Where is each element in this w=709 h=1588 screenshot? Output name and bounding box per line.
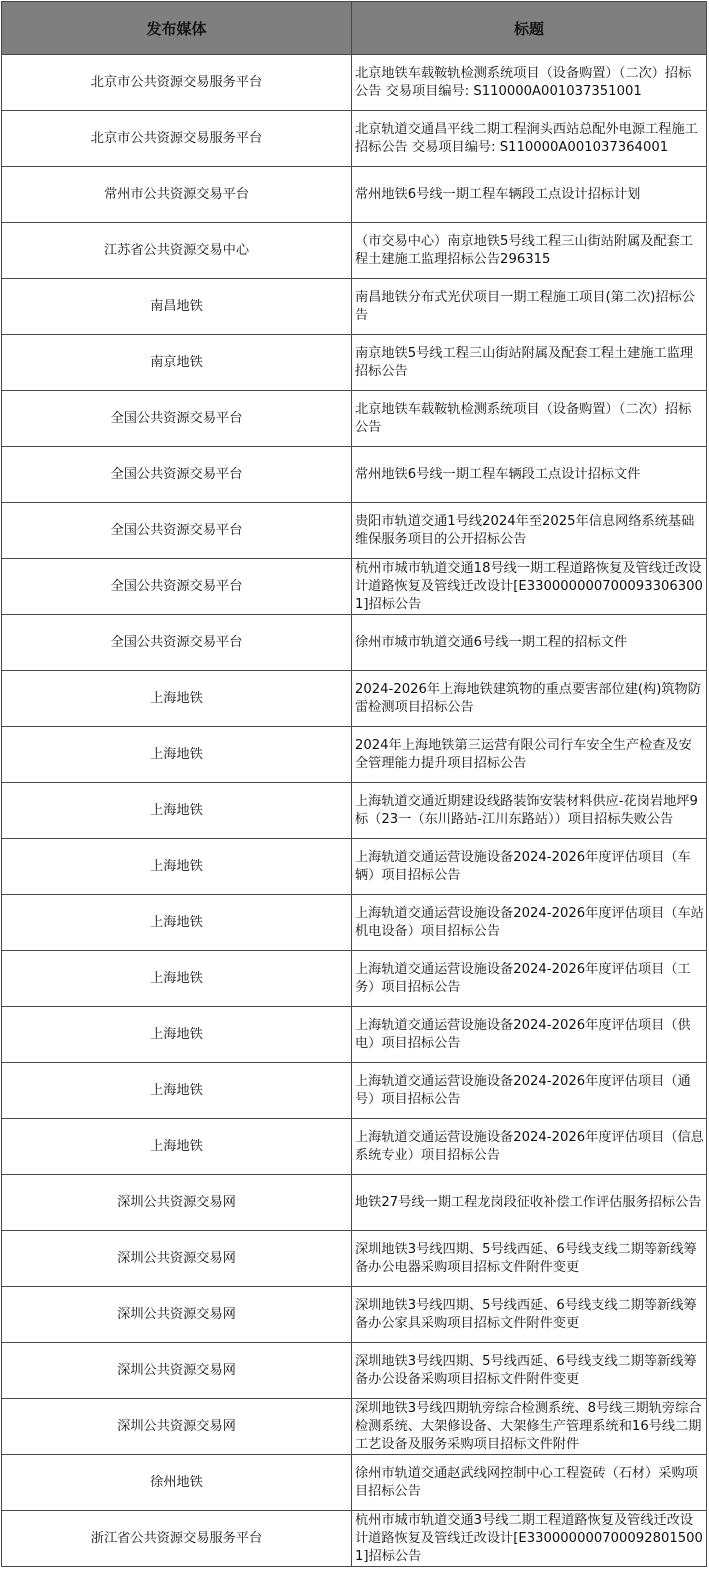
table-row: [2, 1399, 707, 1455]
tender-title-text: 深圳地铁3号线四期、5号线西延、6号线支线二期等新线筹备办公家具采购项目招标文件附件变更: [355, 1297, 697, 1331]
table-row: [2, 1175, 707, 1231]
table-row: [2, 783, 707, 839]
publish-media-cell: 上海地铁: [2, 783, 352, 839]
publish-media-cell: 全国公共资源交易平台: [2, 503, 352, 559]
tender-title-text: 徐州市轨道交通赵武线网控制中心工程瓷砖（石材）采购项目招标公告: [355, 1465, 698, 1499]
tender-title-cell: [352, 1399, 707, 1455]
table-row: [2, 1007, 707, 1063]
tender-title-text: 上海轨道交通近期建设线路装饰安装材料供应-花岗岩地坪9标（23一（东川路站-江川东路站））项目招标失败公告: [355, 793, 698, 827]
tender-title-text: 上海轨道交通运营设施设备2024-2026年度评估项目（供电）项目招标公告: [355, 1017, 691, 1051]
publish-media-cell: 上海地铁: [2, 727, 352, 783]
publish-media-cell: 深圳公共资源交易网: [2, 1343, 352, 1399]
publish-media-cell: 深圳公共资源交易网: [2, 1231, 352, 1287]
tender-title-cell: [352, 1455, 707, 1511]
tender-title-cell: [352, 783, 707, 839]
table-header-row: [2, 2, 707, 55]
publish-media-cell: 北京市公共资源交易服务平台: [2, 55, 352, 111]
tender-title-text: 上海轨道交通运营设施设备2024-2026年度评估项目（信息系统专业）项目招标公告: [355, 1129, 704, 1163]
table-row: [2, 111, 707, 167]
publish-media-cell: 上海地铁: [2, 1007, 352, 1063]
tender-table: [1, 1, 707, 1567]
publish-media-cell: 上海地铁: [2, 1063, 352, 1119]
publish-media-cell: 常州市公共资源交易平台: [2, 167, 352, 223]
tender-title-text: 常州地铁6号线一期工程车辆段工点设计招标计划: [355, 186, 641, 202]
publish-media-cell: 徐州地铁: [2, 1455, 352, 1511]
table-row: [2, 391, 707, 447]
publish-media-cell: 深圳公共资源交易网: [2, 1287, 352, 1343]
column-header-media: 发布媒体: [2, 2, 352, 55]
publish-media-cell: 上海地铁: [2, 951, 352, 1007]
tender-title-cell: [352, 1511, 707, 1567]
table-row: [2, 1119, 707, 1175]
tender-title-cell: [352, 839, 707, 895]
tender-title-text: 上海轨道交通运营设施设备2024-2026年度评估项目（通号）项目招标公告: [355, 1073, 691, 1107]
tender-title-cell: [352, 503, 707, 559]
tender-title-text: 上海轨道交通运营设施设备2024-2026年度评估项目（工务）项目招标公告: [355, 961, 691, 995]
tender-title-text: 北京地铁车载鞍轨检测系统项目（设备购置）（二次）招标公告 交易项目编号: S110000A001037351001: [355, 65, 692, 99]
publish-media-cell: 全国公共资源交易平台: [2, 391, 352, 447]
tender-title-cell: [352, 335, 707, 391]
tender-title-cell: [352, 111, 707, 167]
publish-media-cell: 上海地铁: [2, 895, 352, 951]
tender-title-text: 北京轨道交通昌平线二期工程涧头西站总配外电源工程施工招标公告 交易项目编号: S110000A001037364001: [355, 121, 698, 155]
tender-title-text: 深圳地铁3号线四期、5号线西延、6号线支线二期等新线筹备办公电器采购项目招标文件附件变更: [355, 1241, 697, 1275]
publish-media-cell: 全国公共资源交易平台: [2, 447, 352, 503]
tender-title-text: 南昌地铁分布式光伏项目一期工程施工项目(第二次)招标公告: [355, 289, 695, 323]
tender-title-text: 深圳地铁3号线四期、5号线西延、6号线支线二期等新线筹备办公设备采购项目招标文件附件变更: [355, 1353, 697, 1387]
table-row: [2, 727, 707, 783]
tender-title-cell: [352, 1119, 707, 1175]
publish-media-cell: 上海地铁: [2, 671, 352, 727]
publish-media-cell: 深圳公共资源交易网: [2, 1175, 352, 1231]
tender-title-text: 北京地铁车载鞍轨检测系统项目（设备购置）（二次）招标公告: [355, 401, 692, 435]
tender-title-cell: [352, 279, 707, 335]
publish-media-cell: 上海地铁: [2, 1119, 352, 1175]
publish-media-cell: 深圳公共资源交易网: [2, 1399, 352, 1455]
tender-title-text: 2024年上海地铁第三运营有限公司行车安全生产检查及安全管理能力提升项目招标公告: [355, 737, 692, 771]
publish-media-cell: 浙江省公共资源交易服务平台: [2, 1511, 352, 1567]
table-row: [2, 1455, 707, 1511]
table-row: [2, 1063, 707, 1119]
table-row: [2, 1231, 707, 1287]
tender-title-cell: [352, 671, 707, 727]
tender-title-cell: [352, 1063, 707, 1119]
table-row: [2, 447, 707, 503]
table-row: [2, 1343, 707, 1399]
tender-title-text: 2024-2026年上海地铁建筑物的重点要害部位建(构)筑物防雷检测项目招标公告: [355, 681, 701, 715]
tender-title-cell: [352, 1343, 707, 1399]
table-row: [2, 951, 707, 1007]
publish-media-cell: 南京地铁: [2, 335, 352, 391]
tender-title-text: 深圳地铁3号线四期轨旁综合检测系统、8号线三期轨旁综合检测系统、大架修设备、大架修生产管理系统和16号线二期工艺设备及服务采购项目招标文件附件: [355, 1400, 702, 1452]
table-row: [2, 615, 707, 671]
publish-media-cell: 北京市公共资源交易服务平台: [2, 111, 352, 167]
table-row: [2, 671, 707, 727]
tender-title-text: 常州地铁6号线一期工程车辆段工点设计招标文件: [355, 466, 641, 482]
publish-media-cell: 南昌地铁: [2, 279, 352, 335]
table-row: [2, 839, 707, 895]
table-row: [2, 895, 707, 951]
publish-media-cell: 全国公共资源交易平台: [2, 615, 352, 671]
publish-media-cell: 全国公共资源交易平台: [2, 559, 352, 615]
tender-title-cell: [352, 1231, 707, 1287]
tender-title-cell: [352, 167, 707, 223]
table-row: [2, 559, 707, 615]
tender-title-cell: [352, 1007, 707, 1063]
tender-title-cell: [352, 55, 707, 111]
publish-media-cell: 上海地铁: [2, 839, 352, 895]
tender-title-text: 南京地铁5号线工程三山街站附属及配套工程土建施工监理招标公告: [355, 345, 694, 379]
tender-title-text: （市交易中心）南京地铁5号线工程三山街站附属及配套工程土建施工监理招标公告296315: [355, 233, 694, 267]
tender-title-text: 上海轨道交通运营设施设备2024-2026年度评估项目（车站机电设备）项目招标公告: [355, 905, 704, 939]
table-row: [2, 167, 707, 223]
tender-title-cell: [352, 1287, 707, 1343]
tender-title-cell: [352, 1175, 707, 1231]
tender-title-text: 杭州市城市轨道交通3号线二期工程道路恢复及管线迁改设计道路恢复及管线迁改设计[E3300000007000928015001]招标公告: [355, 1512, 703, 1564]
tender-title-text: 徐州市城市轨道交通6号线一期工程的招标文件: [355, 634, 628, 650]
table-row: [2, 335, 707, 391]
tender-title-cell: [352, 559, 707, 615]
table-body: [2, 55, 707, 1567]
table-row: [2, 223, 707, 279]
table-row: [2, 503, 707, 559]
tender-title-cell: [352, 951, 707, 1007]
tender-title-cell: [352, 391, 707, 447]
tender-title-text: 上海轨道交通运营设施设备2024-2026年度评估项目（车辆）项目招标公告: [355, 849, 691, 883]
tender-title-cell: [352, 727, 707, 783]
tender-title-text: 贵阳市轨道交通1号线2024年至2025年信息网络系统基础维保服务项目的公开招标公告: [355, 513, 695, 547]
table-row: [2, 279, 707, 335]
table-row: [2, 1287, 707, 1343]
publish-media-cell: 江苏省公共资源交易中心: [2, 223, 352, 279]
table-row: [2, 1511, 707, 1567]
column-header-title: 标题: [352, 2, 707, 55]
tender-title-cell: [352, 223, 707, 279]
tender-title-cell: [352, 447, 707, 503]
tender-title-cell: [352, 895, 707, 951]
table-row: [2, 55, 707, 111]
tender-title-text: 地铁27号线一期工程龙岗段征收补偿工作评估服务招标公告: [355, 1194, 702, 1210]
tender-title-text: 杭州市城市轨道交通18号线一期工程道路恢复及管线迁改设计道路恢复及管线迁改设计[E3300000007000933063001]招标公告: [355, 560, 703, 612]
tender-title-cell: [352, 615, 707, 671]
